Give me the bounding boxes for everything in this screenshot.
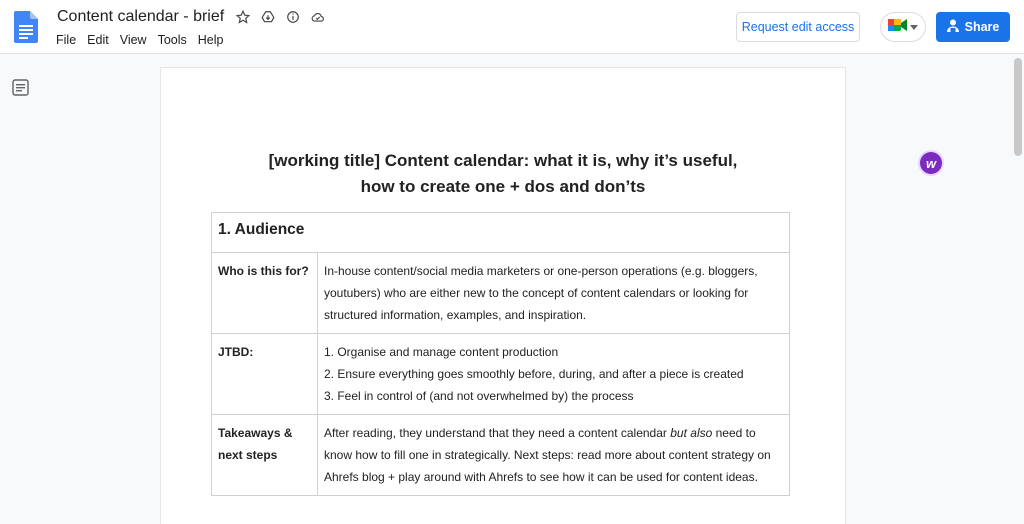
share-button[interactable]: [936, 12, 1010, 42]
cloud-status-icon[interactable]: [310, 9, 326, 25]
table-row: [212, 253, 790, 334]
row-label-text: Takeaways &: [218, 426, 293, 440]
row-line: structured information, examples, and inspiration.: [324, 308, 587, 322]
scrollbar-thumb[interactable]: [1014, 58, 1022, 156]
heading-line-2: how to create one + dos and don’ts: [360, 177, 646, 196]
document-heading: [161, 148, 845, 200]
title-icon-group: [235, 9, 326, 25]
google-meet-icon: [888, 17, 908, 38]
menu-file[interactable]: File: [56, 33, 77, 47]
menu-edit[interactable]: Edit: [87, 33, 109, 47]
top-bar: [0, 0, 1024, 54]
row-line: 2. Ensure everything goes smoothly before, during, and after a piece is created: [324, 367, 744, 381]
row-label-text: Who is this for?: [218, 264, 309, 278]
request-edit-access-button[interactable]: Request edit access: [736, 12, 860, 42]
row-label: [212, 253, 318, 334]
document-title[interactable]: Content calendar - brief: [57, 8, 225, 25]
table-row: [212, 213, 790, 253]
document-outline-icon[interactable]: [12, 79, 29, 96]
row-line: 1. Organise and manage content production: [324, 345, 559, 359]
google-docs-logo-icon[interactable]: [14, 11, 38, 43]
audience-table: [211, 212, 790, 496]
row-content: [318, 415, 790, 496]
row-line: 3. Feel in control of (and not overwhelmed by) the process: [324, 389, 634, 403]
info-icon[interactable]: [285, 9, 301, 25]
row-label-text: next steps: [218, 448, 278, 462]
row-content: [318, 253, 790, 334]
row-text-italic: but also: [670, 426, 713, 440]
row-label: [212, 334, 318, 415]
row-label-text: JTBD:: [218, 345, 254, 359]
row-line: youtubers) who are either new to the concept of content calendars or looking for: [324, 286, 749, 300]
share-label: Share: [964, 20, 1000, 34]
section-title: 1. Audience: [212, 213, 790, 253]
move-to-drive-icon[interactable]: [260, 9, 276, 25]
menu-bar: [56, 33, 223, 47]
heading-line-1: [working title] Content calendar: what it is, why it’s useful,: [268, 151, 738, 170]
row-line: [324, 422, 783, 444]
table-row: [212, 415, 790, 496]
row-line: In-house content/social media marketers or one-person operations (e.g. bloggers,: [324, 264, 758, 278]
extension-w-icon[interactable]: w: [920, 152, 942, 174]
menu-tools[interactable]: Tools: [157, 33, 187, 47]
chevron-down-icon: [910, 18, 918, 36]
row-line: Ahrefs blog + play around with Ahrefs to see how it can be used for content ideas.: [324, 470, 758, 484]
row-line: know how to fill one in strategically. Next steps: read more about content strategy on: [324, 448, 771, 462]
menu-help[interactable]: Help: [197, 33, 224, 47]
row-text: After reading, they understand that they need a content calendar: [324, 426, 671, 440]
document-page[interactable]: [161, 68, 845, 524]
table-row: [212, 334, 790, 415]
star-icon[interactable]: [235, 9, 251, 25]
row-label: [212, 415, 318, 496]
row-content: [318, 334, 790, 415]
meet-button[interactable]: [880, 12, 926, 42]
person-lock-icon: [947, 19, 959, 36]
row-text: need to: [712, 426, 756, 440]
menu-view[interactable]: View: [119, 33, 147, 47]
